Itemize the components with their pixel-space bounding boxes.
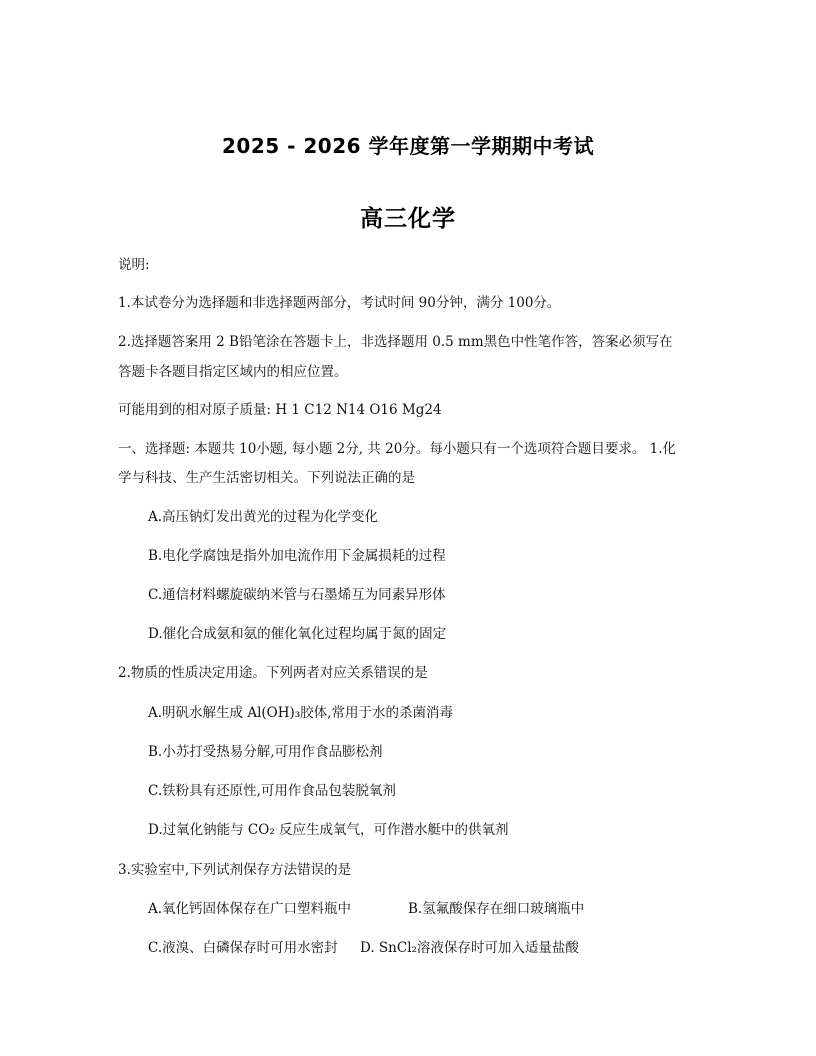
atomic-masses: 可能用到的相对原子质量: H 1 C12 N14 O16 Mg24 [118, 402, 442, 418]
instruction-item-2-line-1: 2.选择题答案用 2 B铅笔涂在答题卡上，非选择题用 0.5 mm黑色中性笔作答，答案必须写在 [118, 334, 673, 350]
instructions-label: 说明: [118, 257, 150, 273]
q3-option-c: C.液溴、白磷保存时可用水密封 [148, 940, 338, 956]
q1-option-a: A.高压钠灯发出黄光的过程为化学变化 [148, 509, 379, 525]
exam-subject: 高三化学 [360, 206, 456, 232]
q3-option-b: B.氢氟酸保存在细口玻璃瓶中 [408, 901, 585, 917]
section-1-heading-line-2: 学与科技、生产生活密切相关。下列说法正确的是 [118, 470, 415, 486]
q2-stem: 2.物质的性质决定用途。下列两者对应关系错误的是 [118, 665, 428, 681]
q1-option-b: B.电化学腐蚀是指外加电流作用下金属损耗的过程 [148, 548, 446, 564]
q1-option-c: C.通信材料螺旋碳纳米管与石墨烯互为同素异形体 [148, 587, 446, 603]
q2-option-a: A.明矾水解生成 Al(OH)₃胶体,常用于水的杀菌消毒 [148, 705, 453, 721]
q3-option-d: D. SnCl₂溶液保存时可加入适量盐酸 [360, 940, 579, 956]
exam-title: 2025 - 2026 学年度第一学期期中考试 [221, 134, 595, 158]
section-1-heading-line-1: 一、选择题: 本题共 10小题, 每小题 2分, 共 20分。每小题只有一个选项符合题目要求。 1.化 [118, 441, 676, 457]
q3-stem: 3.实验室中,下列试剂保存方法错误的是 [118, 862, 352, 878]
q2-option-d: D.过氧化钠能与 CO₂ 反应生成氧气，可作潜水艇中的供氧剂 [148, 822, 509, 838]
q3-option-a: A.氧化钙固体保存在广口塑料瓶中 [148, 901, 352, 917]
q1-option-d: D.催化合成氨和氨的催化氧化过程均属于氮的固定 [148, 626, 447, 642]
q2-option-b: B.小苏打受热易分解,可用作食品膨松剂 [148, 744, 383, 760]
instruction-item-2-line-2: 答题卡各题目指定区域内的相应位置。 [118, 364, 348, 380]
instruction-item-1: 1.本试卷分为选择题和非选择题两部分，考试时间 90分钟，满分 100分。 [118, 295, 561, 311]
q2-option-c: C.铁粉具有还原性,可用作食品包装脱氧剂 [148, 783, 396, 799]
